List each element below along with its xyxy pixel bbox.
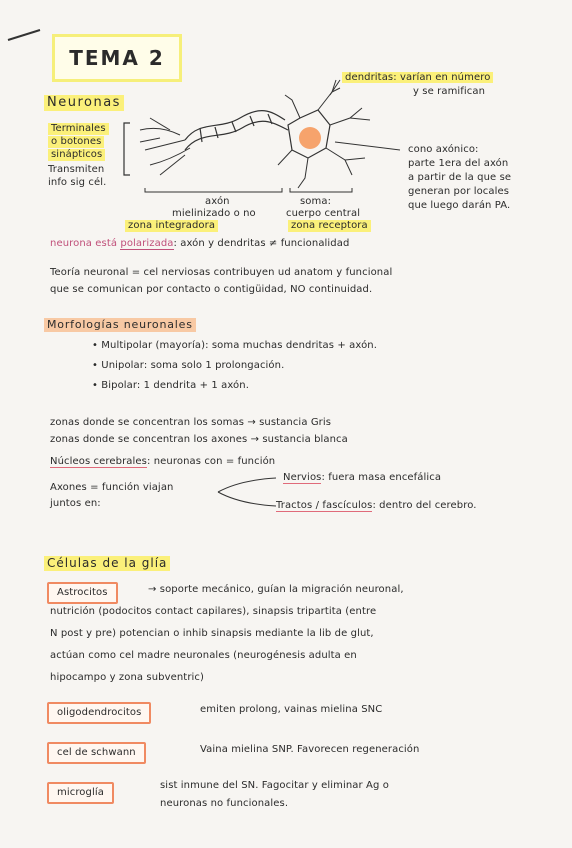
astro-line-2: nutrición (podocitos contact capilares), sinapsis tripartita (entre: [50, 606, 377, 617]
nucleos-line: Núcleos cerebrales: neuronas con = función: [50, 456, 276, 467]
neuronas-heading: Neuronas: [44, 95, 124, 111]
cono-heading: cono axónico:: [408, 144, 479, 155]
morf-item-2: • Unipolar: soma solo 1 prolongación.: [92, 360, 285, 371]
nervios-line: Nervios: fuera masa encefálica: [283, 472, 442, 483]
tractos-line: Tractos / fascículos: dentro del cerebro.: [276, 500, 477, 511]
axones-line-2: juntos en:: [50, 498, 101, 509]
teoria-line-2: que se comunican por contacto o contigüidad, NO continuidad.: [50, 284, 373, 295]
cono-line-4: generan por locales: [408, 186, 510, 197]
micro-line-2: neuronas no funcionales.: [160, 798, 289, 809]
axon-sub: mielinizado o no: [172, 208, 256, 219]
zona-receptora: zona receptora: [288, 220, 371, 232]
zonas-axones: zonas donde se concentran los axones → sustancia blanca: [50, 434, 348, 445]
axon-label: axón: [205, 196, 230, 207]
morf-item-1: • Multipolar (mayoría): soma muchas dendritas + axón.: [92, 340, 378, 351]
astro-line-1: → soporte mecánico, guían la migración neuronal,: [148, 584, 404, 595]
schwann-box: cel de schwann: [47, 742, 146, 764]
zona-integradora: zona integradora: [125, 220, 218, 232]
morf-item-3: • Bipolar: 1 dendrita + 1 axón.: [92, 380, 249, 391]
cono-line-5: que luego darán PA.: [408, 200, 511, 211]
oligo-text: emiten prolong, vainas mielina SNC: [200, 704, 383, 715]
teoria-line-1: Teoría neuronal = cel nerviosas contribuyen ud anatom y funcional: [50, 267, 393, 278]
astro-line-3: N post y pre) potencian o inhib sinapsis mediante la lib de glut,: [50, 628, 374, 639]
schwann-text: Vaina mielina SNP. Favorecen regeneración: [200, 744, 420, 755]
oligodendrocitos-box: oligodendrocitos: [47, 702, 151, 724]
dendritas-note: dendritas: varían en número: [342, 72, 493, 84]
glia-heading: Células de la glía: [44, 556, 170, 571]
cono-line-3: a partir de la que se: [408, 172, 512, 183]
cono-line-2: parte 1era del axón: [408, 158, 509, 169]
polarizada-line: neurona está polarizada: axón y dendritas ≠ funcionalidad: [50, 238, 350, 249]
axones-line-1: Axones = función viajan: [50, 482, 174, 493]
astro-line-5: hipocampo y zona subventric): [50, 672, 205, 683]
soma-sub: cuerpo central: [286, 208, 361, 219]
zonas-somas: zonas donde se concentran los somas → sustancia Gris: [50, 417, 332, 428]
soma-label: soma:: [300, 196, 332, 207]
microglia-box: microglía: [47, 782, 114, 804]
morfologias-heading: Morfologías neuronales: [44, 318, 196, 332]
astrocitos-box: Astrocitos: [47, 582, 118, 604]
dendritas-note-2: y se ramifican: [413, 86, 486, 97]
micro-line-1: sist inmune del SN. Fagocitar y eliminar Ag o: [160, 780, 389, 791]
astro-line-4: actúan como cel madre neuronales (neurogénesis adulta en: [50, 650, 357, 661]
page-title: TEMA 2: [52, 34, 182, 82]
